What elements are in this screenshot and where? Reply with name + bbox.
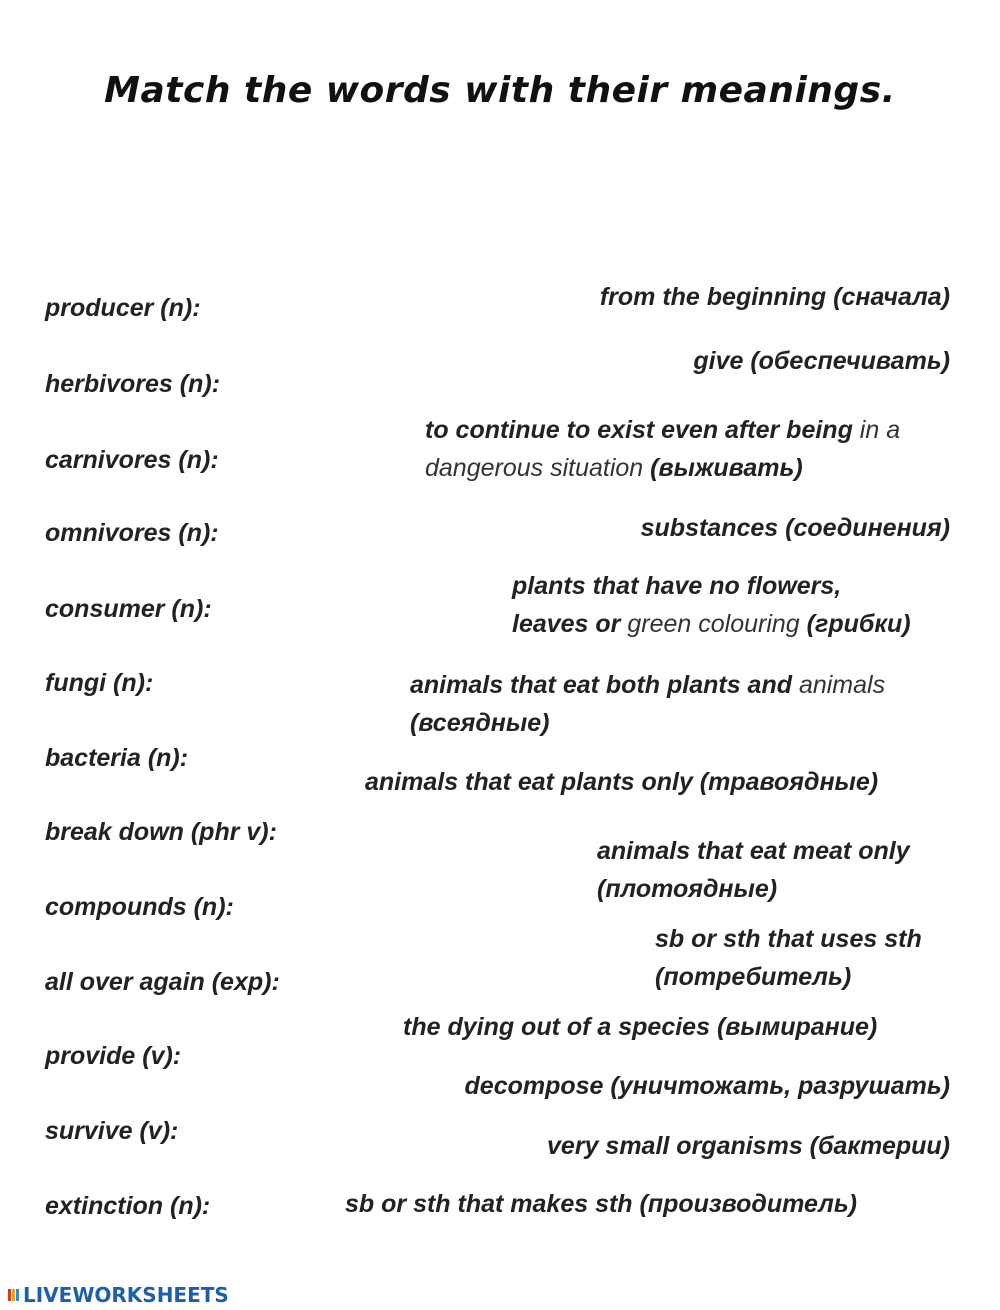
meaning-3-text-light: in a: [852, 416, 901, 444]
meaning-9: [655, 920, 922, 996]
meaning-5-text-bold: leaves or: [512, 610, 621, 638]
meaning-6-text-bold: animals that eat both plants and: [410, 671, 792, 699]
meaning-6: [410, 666, 885, 742]
word-bacteria: bacteria (n):: [45, 744, 189, 772]
meaning-8-line-1: animals that eat meat only: [597, 837, 910, 865]
word-carnivores: carnivores (n):: [45, 446, 219, 474]
meaning-7: animals that eat plants only (травоядные): [365, 768, 879, 796]
meaning-11: decompose (уничтожать, разрушать): [464, 1072, 950, 1100]
meaning-3-text-light-2: dangerous situation: [425, 454, 644, 482]
meaning-13: sb or sth that makes sth (производитель): [345, 1190, 857, 1218]
word-extinction: extinction (n):: [45, 1192, 211, 1220]
word-fungi: fungi (n):: [45, 669, 154, 697]
meaning-5-text-end: (грибки): [799, 610, 911, 638]
meaning-3-text-bold: to continue to exist even after being: [425, 416, 853, 444]
word-break-down: break down (phr v):: [45, 818, 277, 846]
meaning-2: give (обеспечивать): [693, 347, 950, 375]
meaning-4: substances (соединения): [640, 514, 950, 542]
word-provide: provide (v):: [45, 1042, 182, 1070]
meaning-5-text-light: green colouring: [620, 610, 800, 638]
word-all-over-again: all over again (exp):: [45, 968, 280, 996]
meaning-6-text-light: animals: [792, 671, 886, 699]
meaning-10: the dying out of a species (вымирание): [403, 1013, 878, 1041]
word-survive: survive (v):: [45, 1117, 179, 1145]
word-consumer: consumer (n):: [45, 595, 212, 623]
meaning-8-line-2: (плотоядные): [597, 875, 778, 903]
meaning-3-line-1: [425, 411, 900, 449]
meaning-1: from the beginning (сначала): [599, 283, 950, 311]
logo-text: LIVEWORKSHEETS: [23, 1283, 229, 1307]
meaning-6-line-1: [410, 666, 885, 704]
meaning-6-line-2: (всеядные): [410, 709, 550, 737]
word-producer: producer (n):: [45, 294, 201, 322]
meaning-5-line-2: [512, 605, 911, 643]
word-herbivores: herbivores (n):: [45, 370, 221, 398]
meaning-9-line-1: sb or sth that uses sth: [655, 925, 922, 953]
liveworksheets-logo[interactable]: [8, 1284, 229, 1306]
meaning-3-line-2: [425, 449, 900, 487]
meaning-3: [425, 411, 900, 487]
word-compounds: compounds (n):: [45, 893, 234, 921]
word-omnivores: omnivores (n):: [45, 519, 219, 547]
page-title: Match the words with their meanings.: [104, 70, 896, 111]
liveworksheets-logo-icon: [8, 1287, 20, 1303]
meaning-9-line-2: (потребитель): [655, 963, 852, 991]
meaning-5-line-1: plants that have no flowers,: [512, 572, 842, 600]
meaning-3-text-bold-2: (выживать): [643, 454, 803, 482]
meaning-5: [512, 567, 911, 643]
meaning-12: very small organisms (бактерии): [547, 1132, 950, 1160]
meaning-8: [597, 832, 910, 908]
